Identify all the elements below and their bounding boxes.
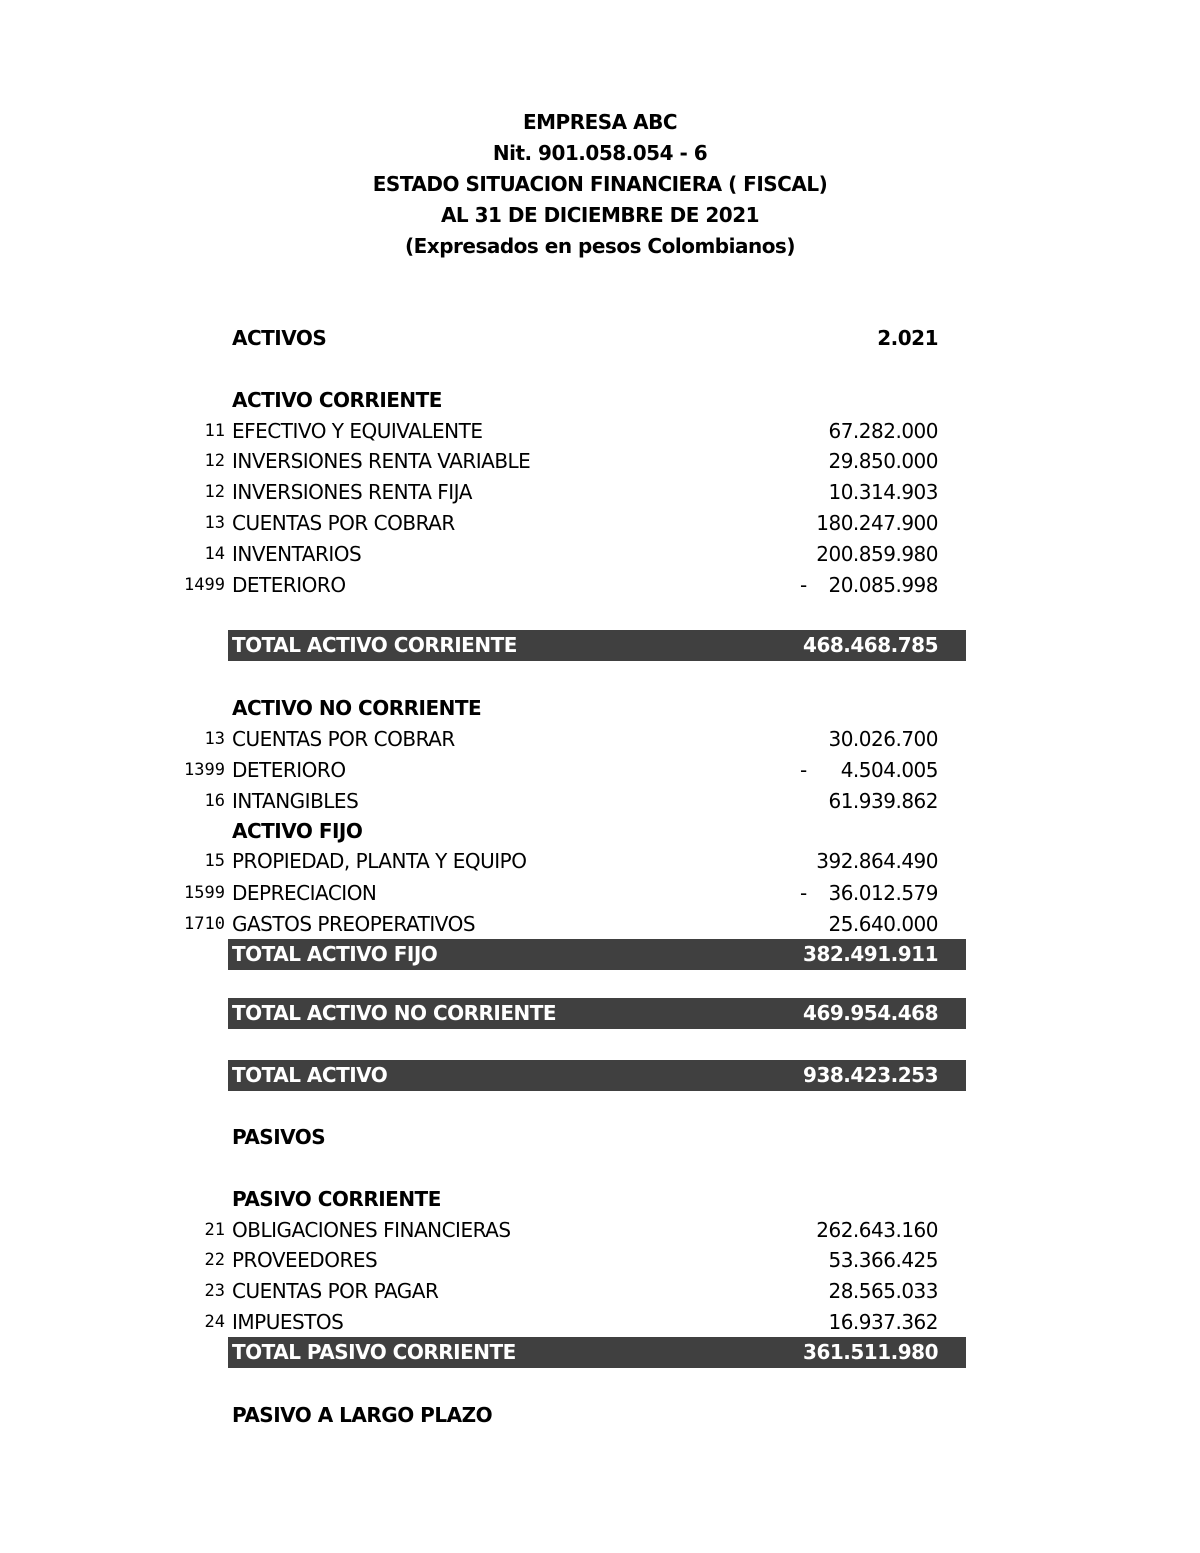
section-title-activo-fijo: ACTIVO FIJO xyxy=(232,819,363,843)
account-code: 15 xyxy=(204,851,225,871)
account-code: 1499 xyxy=(184,575,225,595)
account-row xyxy=(0,1276,1200,1307)
currency-note: (Expresados en pesos Colombianos) xyxy=(405,234,795,258)
total-label: TOTAL ACTIVO CORRIENTE xyxy=(232,633,517,657)
account-row xyxy=(0,539,1200,570)
pasivos-heading-row xyxy=(0,1122,1200,1153)
account-label: DETERIORO xyxy=(232,758,346,782)
account-label: EFECTIVO Y EQUIVALENTE xyxy=(232,419,483,443)
account-row xyxy=(0,786,1200,817)
account-code: 1399 xyxy=(184,760,225,780)
negative-sign: - xyxy=(800,573,807,597)
account-code: 12 xyxy=(204,482,225,502)
account-value: 29.850.000 xyxy=(828,449,938,473)
account-label: PROVEEDORES xyxy=(232,1248,378,1272)
account-value: 4.504.005 xyxy=(840,758,938,782)
account-code: 14 xyxy=(204,544,225,564)
total-activo-bar xyxy=(228,1060,966,1091)
account-value: 200.859.980 xyxy=(816,542,938,566)
account-label: INTANGIBLES xyxy=(232,789,359,813)
account-row xyxy=(0,477,1200,508)
account-row xyxy=(0,570,1200,601)
total-value: 382.491.911 xyxy=(803,942,938,966)
account-label: INVENTARIOS xyxy=(232,542,362,566)
account-row xyxy=(0,1245,1200,1276)
account-code: 11 xyxy=(204,421,225,441)
account-row xyxy=(0,846,1200,877)
account-value: 30.026.700 xyxy=(828,727,938,751)
total-value: 469.954.468 xyxy=(803,1001,938,1025)
statement-title: ESTADO SITUACION FINANCIERA ( FISCAL) xyxy=(372,172,828,196)
account-label: CUENTAS POR PAGAR xyxy=(232,1279,439,1303)
account-label: DETERIORO xyxy=(232,573,346,597)
account-value: 61.939.862 xyxy=(828,789,938,813)
account-value: 180.247.900 xyxy=(816,511,938,535)
negative-sign: - xyxy=(800,881,807,905)
account-label: CUENTAS POR COBRAR xyxy=(232,727,455,751)
account-label: PROPIEDAD, PLANTA Y EQUIPO xyxy=(232,849,527,873)
account-code: 23 xyxy=(204,1281,225,1301)
account-code: 22 xyxy=(204,1250,225,1270)
account-row xyxy=(0,755,1200,786)
negative-sign: - xyxy=(800,758,807,782)
activos-year: 2.021 xyxy=(877,326,938,350)
account-code: 12 xyxy=(204,451,225,471)
account-code: 13 xyxy=(204,513,225,533)
total-label: TOTAL ACTIVO NO CORRIENTE xyxy=(232,1001,557,1025)
statement-date: AL 31 DE DICIEMBRE DE 2021 xyxy=(440,203,760,227)
account-row xyxy=(0,1307,1200,1338)
account-code: 21 xyxy=(204,1220,225,1240)
account-code: 13 xyxy=(204,729,225,749)
total-pasivo-corriente-bar xyxy=(228,1337,966,1368)
account-row xyxy=(0,508,1200,539)
account-label: INVERSIONES RENTA VARIABLE xyxy=(232,449,531,473)
account-row xyxy=(0,909,1200,940)
account-row xyxy=(0,416,1200,447)
account-row xyxy=(0,724,1200,755)
account-value: 20.085.998 xyxy=(828,573,938,597)
section-title-pasivo-largo-plazo: PASIVO A LARGO PLAZO xyxy=(232,1403,493,1427)
section-title-activo-no-corriente: ACTIVO NO CORRIENTE xyxy=(232,696,482,720)
account-row xyxy=(0,1215,1200,1246)
account-label: GASTOS PREOPERATIVOS xyxy=(232,912,476,936)
total-label: TOTAL PASIVO CORRIENTE xyxy=(232,1340,516,1364)
account-row xyxy=(0,878,1200,909)
account-label: CUENTAS POR COBRAR xyxy=(232,511,455,535)
total-value: 361.511.980 xyxy=(803,1340,938,1364)
account-value: 36.012.579 xyxy=(828,881,938,905)
account-label: INVERSIONES RENTA FIJA xyxy=(232,480,472,504)
pasivos-title: PASIVOS xyxy=(232,1125,326,1149)
account-value: 10.314.903 xyxy=(828,480,938,504)
account-code: 1599 xyxy=(184,883,225,903)
total-activo-no-corriente-bar xyxy=(228,998,966,1029)
account-label: DEPRECIACION xyxy=(232,881,377,905)
account-value: 53.366.425 xyxy=(828,1248,938,1272)
total-label: TOTAL ACTIVO xyxy=(232,1063,388,1087)
total-value: 468.468.785 xyxy=(803,633,938,657)
company-name: EMPRESA ABC xyxy=(522,110,678,134)
account-value: 25.640.000 xyxy=(828,912,938,936)
activos-title: ACTIVOS xyxy=(232,326,327,350)
total-value: 938.423.253 xyxy=(803,1063,938,1087)
account-value: 67.282.000 xyxy=(828,419,938,443)
account-label: IMPUESTOS xyxy=(232,1310,344,1334)
activos-heading-row xyxy=(0,323,1200,354)
account-value: 28.565.033 xyxy=(828,1279,938,1303)
total-activo-fijo-bar xyxy=(228,939,966,970)
total-activo-corriente-bar xyxy=(228,630,966,661)
section-title-activo-corriente: ACTIVO CORRIENTE xyxy=(232,388,442,412)
account-code: 16 xyxy=(204,791,225,811)
account-value: 262.643.160 xyxy=(816,1218,938,1242)
account-code: 24 xyxy=(204,1312,225,1332)
total-label: TOTAL ACTIVO FIJO xyxy=(232,942,438,966)
account-label: OBLIGACIONES FINANCIERAS xyxy=(232,1218,511,1242)
account-code: 1710 xyxy=(184,914,225,934)
account-value: 392.864.490 xyxy=(816,849,938,873)
company-nit: Nit. 901.058.054 - 6 xyxy=(492,141,708,165)
section-title-pasivo-corriente: PASIVO CORRIENTE xyxy=(232,1187,441,1211)
account-row xyxy=(0,446,1200,477)
account-value: 16.937.362 xyxy=(828,1310,938,1334)
